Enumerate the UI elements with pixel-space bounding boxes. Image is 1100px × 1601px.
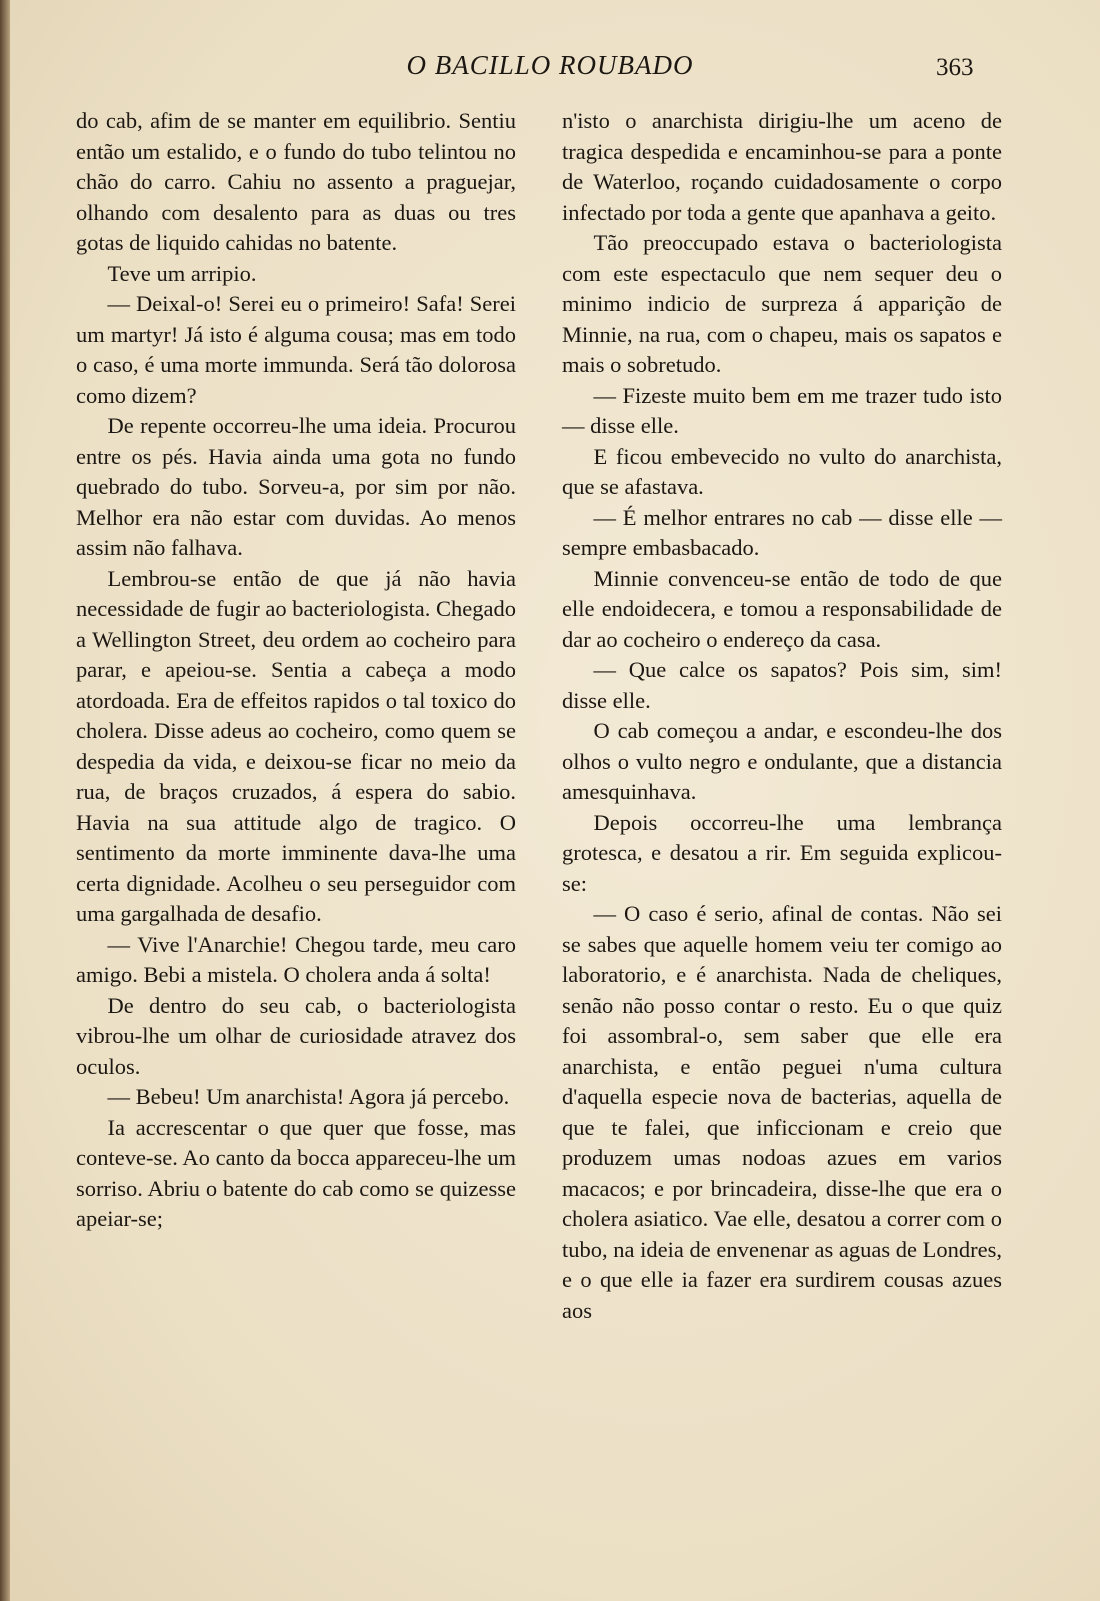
page-number: 363 [936, 54, 974, 81]
paragraph: n'isto o anarchista dirigiu-lhe um aceno de tragica despedida e encaminhou-se para a ponte de Waterloo, roçando cuidadosamente o corpo infectado por toda a gente que apanhava a geito. [562, 108, 1002, 225]
paragraph: — Fizeste muito bem em me trazer tudo isto — disse elle. [562, 382, 1002, 438]
chapter-title: O BACILLO ROUBADO [406, 50, 694, 80]
paragraph: De dentro do seu cab, o bacteriologista vibrou-lhe um olhar de curiosidade atravez dos oculos. [76, 992, 516, 1079]
paragraph: — É melhor entrares no cab — disse elle — sempre embasbacado. [562, 504, 1002, 560]
running-header [0, 50, 1100, 90]
right-text-column [562, 106, 1002, 1326]
paragraph: Teve um arripio. [107, 260, 257, 286]
paragraph: Ia accrescentar o que quer que fosse, mas conteve-se. Ao canto da bocca appareceu-lhe um sorriso. Abriu o batente do cab como se quizesse apeiar-se; [76, 1114, 516, 1231]
paragraph: do cab, afim de se manter em equilibrio. Sentiu então um estalido, e o fundo do tubo telintou no chão do carro. Cahiu no assento a praguejar, olhando com desalento para as duas ou tres gotas de liquido cahidas no batente. [76, 108, 516, 255]
paragraph: Lembrou-se então de que já não havia necessidade de fugir ao bacteriologista. Chegado a Wellington Street, deu ordem ao cocheiro para parar, e apeiou-se. Sentia a cabeça a modo atordoada. Era de effeitos rapidos o tal toxico do cholera. Disse adeus ao cocheiro, como quem se despedia da vida, e deixou-se ficar no meio da rua, de braços cruzados, á espera do sabio. Havia na sua attitude algo de tragico. O sentimento da morte imminente dava-lhe uma certa dignidade. Acolheu o seu perseguidor com uma gargalhada de desafio. [76, 565, 516, 926]
book-spine-shadow [0, 0, 10, 1601]
paragraph: Minnie convenceu-se então de todo de que elle endoidecera, e tomou a responsabilidade de dar ao cocheiro o endereço da casa. [562, 565, 1002, 652]
paragraph: — Que calce os sapatos? Pois sim, sim! disse elle. [562, 657, 1002, 713]
paragraph: — O caso é serio, afinal de contas. Não sei se sabes que aquelle homem veiu ter comigo ao laboratorio, e é anarchista. Nada de cheliques, senão não posso contar o resto. Eu o que quiz foi assombral-o, sem saber que elle era anarchista, e então peguei n'uma cultura d'aquella especie nova de bacterias, aquella de que te falei, que inficcionam e creio que produzem umas nodoas azues em varios macacos; e por brincadeira, disse-lhe que era o cholera asiatico. Vae elle, desatou a correr com o tubo, na ideia de envenenar as aguas de Londres, e o que elle ia fazer era surdirem cousas azues aos [562, 901, 1002, 1323]
paragraph: — Deixal-o! Serei eu o primeiro! Safa! Serei um martyr! Já isto é alguma cousa; mas em todo o caso, é uma morte immunda. Será tão dolorosa como dizem? [76, 291, 516, 408]
left-text-column [76, 106, 516, 1235]
paragraph: O cab começou a andar, e escondeu-lhe dos olhos o vulto negro e ondulante, que a distancia amesquinhava. [562, 718, 1002, 804]
paragraph: E ficou embevecido no vulto do anarchista, que se afastava. [562, 443, 1002, 499]
paragraph: — Bebeu! Um anarchista! Agora já percebo. [107, 1084, 510, 1109]
paragraph: De repente occorreu-lhe uma ideia. Procurou entre os pés. Havia ainda uma gota no fundo quebrado do tubo. Sorveu-a, por sim por não. Melhor era não estar com duvidas. Ao menos assim não falhava. [76, 413, 516, 560]
paragraph: — Vive l'Anarchie! Chegou tarde, meu caro amigo. Bebi a mistela. O cholera anda á solta! [76, 931, 516, 987]
paragraph: Depois occorreu-lhe uma lembrança grotesca, e desatou a rir. Em seguida explicou-se: [562, 809, 1002, 896]
paragraph: Tão preoccupado estava o bacteriologista com este espectaculo que nem sequer deu o minimo indicio de surpreza á apparição de Minnie, na rua, com o chapeu, mais os sapatos e mais o sobretudo. [562, 230, 1002, 377]
